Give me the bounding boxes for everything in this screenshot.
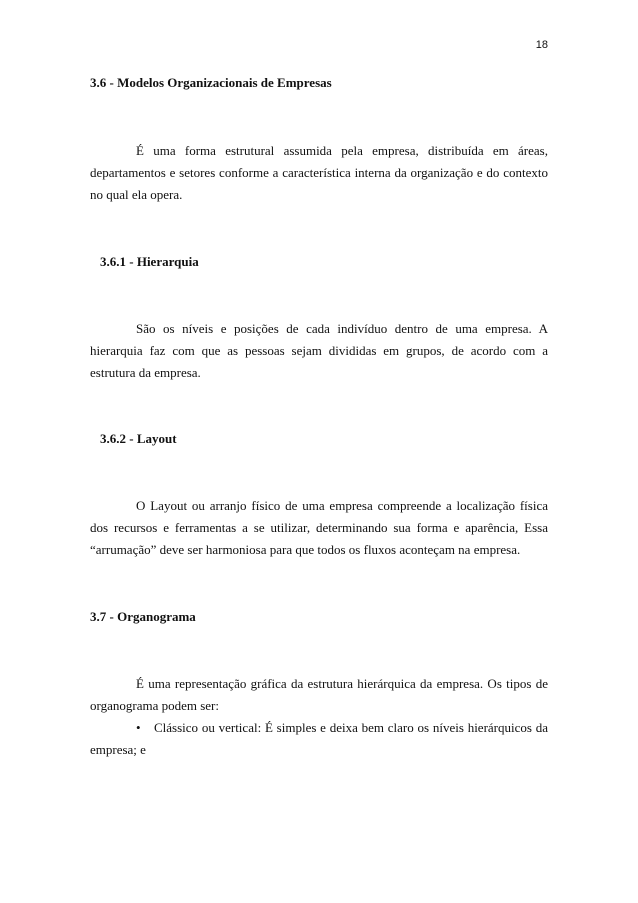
paragraph-3-6-2: O Layout ou arranjo físico de uma empresa compreende a localização física dos recursos e ferramentas a se utilizar, determinando sua forma e aparência, Essa “arrumação” deve ser harmoniosa para que todos os fluxos aconteçam na empresa.	[90, 498, 548, 557]
paragraph-3-7: É uma representação gráfica da estrutura hierárquica da empresa. Os tipos de organograma podem ser:	[90, 676, 548, 713]
heading-3-6: 3.6 - Modelos Organizacionais de Empresas	[90, 75, 332, 90]
paragraph-3-6-1: São os níveis e posições de cada indivíduo dentro de uma empresa. A hierarquia faz com que as pessoas sejam divididas em grupos, de acordo com a estrutura da empresa.	[90, 321, 548, 380]
heading-3-6-1: 3.6.1 - Hierarquia	[100, 254, 199, 269]
bullet-item	[90, 717, 548, 761]
heading-3-7: 3.7 - Organograma	[90, 609, 196, 624]
heading-3-6-2: 3.6.2 - Layout	[100, 431, 177, 446]
bullet-marker: •	[136, 720, 141, 735]
bullet-text: Clássico ou vertical: É simples e deixa bem claro os níveis hierárquicos da empresa; e	[90, 720, 548, 757]
paragraph-3-6: É uma forma estrutural assumida pela empresa, distribuída em áreas, departamentos e setores conforme a característica interna da organização e do contexto no qual ela opera.	[90, 143, 548, 202]
page-number: 18	[535, 39, 548, 51]
